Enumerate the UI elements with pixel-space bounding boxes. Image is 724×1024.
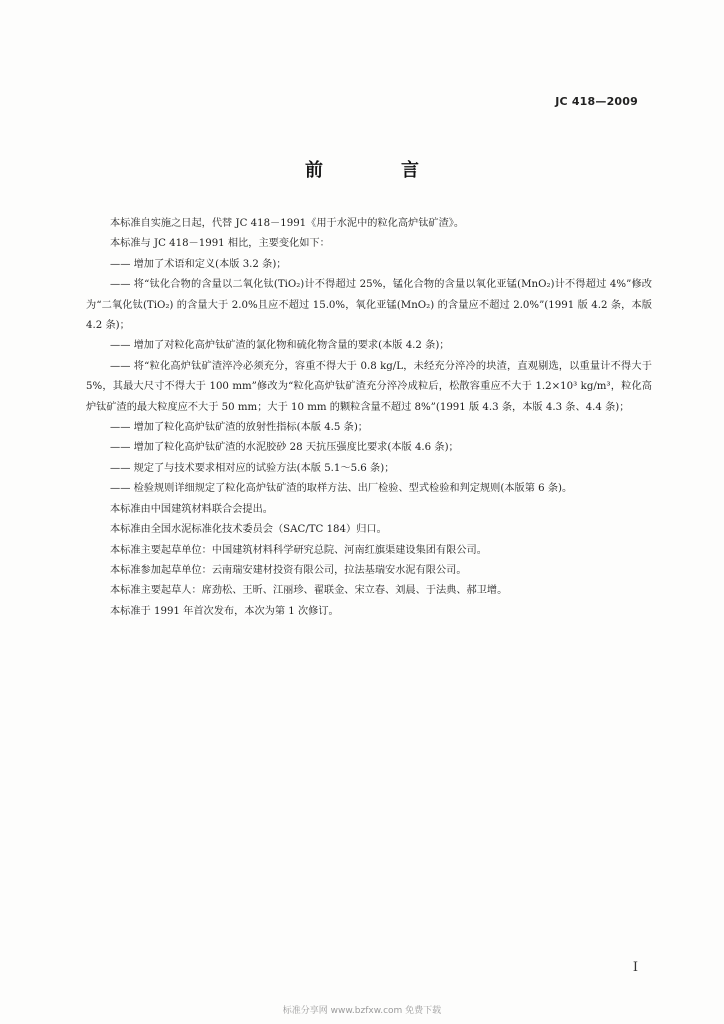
paragraph: 本标准由全国水泥标准化技术委员会（SAC/TC 184）归口。 (110, 524, 387, 536)
page-number: I (632, 960, 638, 975)
change-item: —— 规定了与技术要求相对应的试验方法(本版 5.1～5.6 条)； (110, 462, 395, 474)
page-title: 前 言 (305, 160, 449, 181)
change-item: —— 增加了粒化高炉钛矿渣的水泥胶砂 28 天抗压强度比要求(本版 4.6 条)； (110, 442, 459, 454)
change-item: —— 检验规则详细规定了粒化高炉钛矿渣的取样方法、出厂检验、型式检验和判定规则(本版第 6 条)。 (110, 483, 573, 495)
foreword-body (86, 214, 652, 622)
standard-code: JC 418—2009 (555, 95, 638, 108)
watermark-text: 标准分享网 www.bzfxw.com 免费下载 (282, 1006, 442, 1016)
paragraph: 本标准自实施之日起，代替 JC 418－1991《用于水泥中的粒化高炉钛矿渣》。 (110, 218, 465, 229)
paragraph: 本标准主要起草单位：中国建筑材料科学研究总院、河南红旗渠建设集团有限公司。 (110, 544, 487, 556)
paragraph: 本标准于 1991 年首次发布，本次为第 1 次修订。 (110, 605, 339, 617)
change-item: —— 增加了粒化高炉钛矿渣的放射性指标(本版 4.5 条)； (110, 422, 368, 434)
change-item: —— 增加了对粒化高炉钛矿渣的氯化物和硫化物含量的要求(本版 4.2 条)； (110, 340, 450, 352)
change-item: —— 增加了术语和定义(本版 3.2 条)； (110, 258, 287, 270)
change-item: —— 将“粒化高炉钛矿渣淬冷必须充分，容重不得大于 0.8 kg/L，未经充分淬冷的块渣，直观剔选，以重量计不得大于 5%，其最大尺寸不得大于 100 mm”修改为“粒化高炉钛矿渣充分淬冷成粒后，松散容重应不大于 1.2×10³ kg/m³，粒化高炉钛矿渣的最大粒度应不大于 50 mm；大于 10 mm 的颗粒含量不超过 8%”(1991 版 4.3 条，本版 4.3 条、4.4 条)； (86, 360, 652, 413)
change-item: —— 将“钛化合物的含量以二氧化钛(TiO₂)计不得超过 25%，锰化合物的含量以氧化亚锰(MnO₂)计不得超过 4%”修改为“二氧化钛(TiO₂) 的含量大于 2.0%且应不超过 15.0%，氧化亚锰(MnO₂) 的含量应不超过 2.0%”(1991 版 4.2 条，本版 4.2 条)； (86, 279, 652, 332)
paragraph: 本标准由中国建筑材料联合会提出。 (110, 503, 273, 515)
paragraph: 本标准与 JC 418－1991 相比，主要变化如下： (110, 238, 330, 250)
paragraph: 本标准参加起草单位：云南瑞安建材投资有限公司，拉法基瑞安水泥有限公司。 (110, 564, 467, 576)
paragraph: 本标准主要起草人：席劲松、王昕、江丽珍、翟联金、宋立春、刘晨、于法典、郝卫增。 (110, 585, 508, 597)
